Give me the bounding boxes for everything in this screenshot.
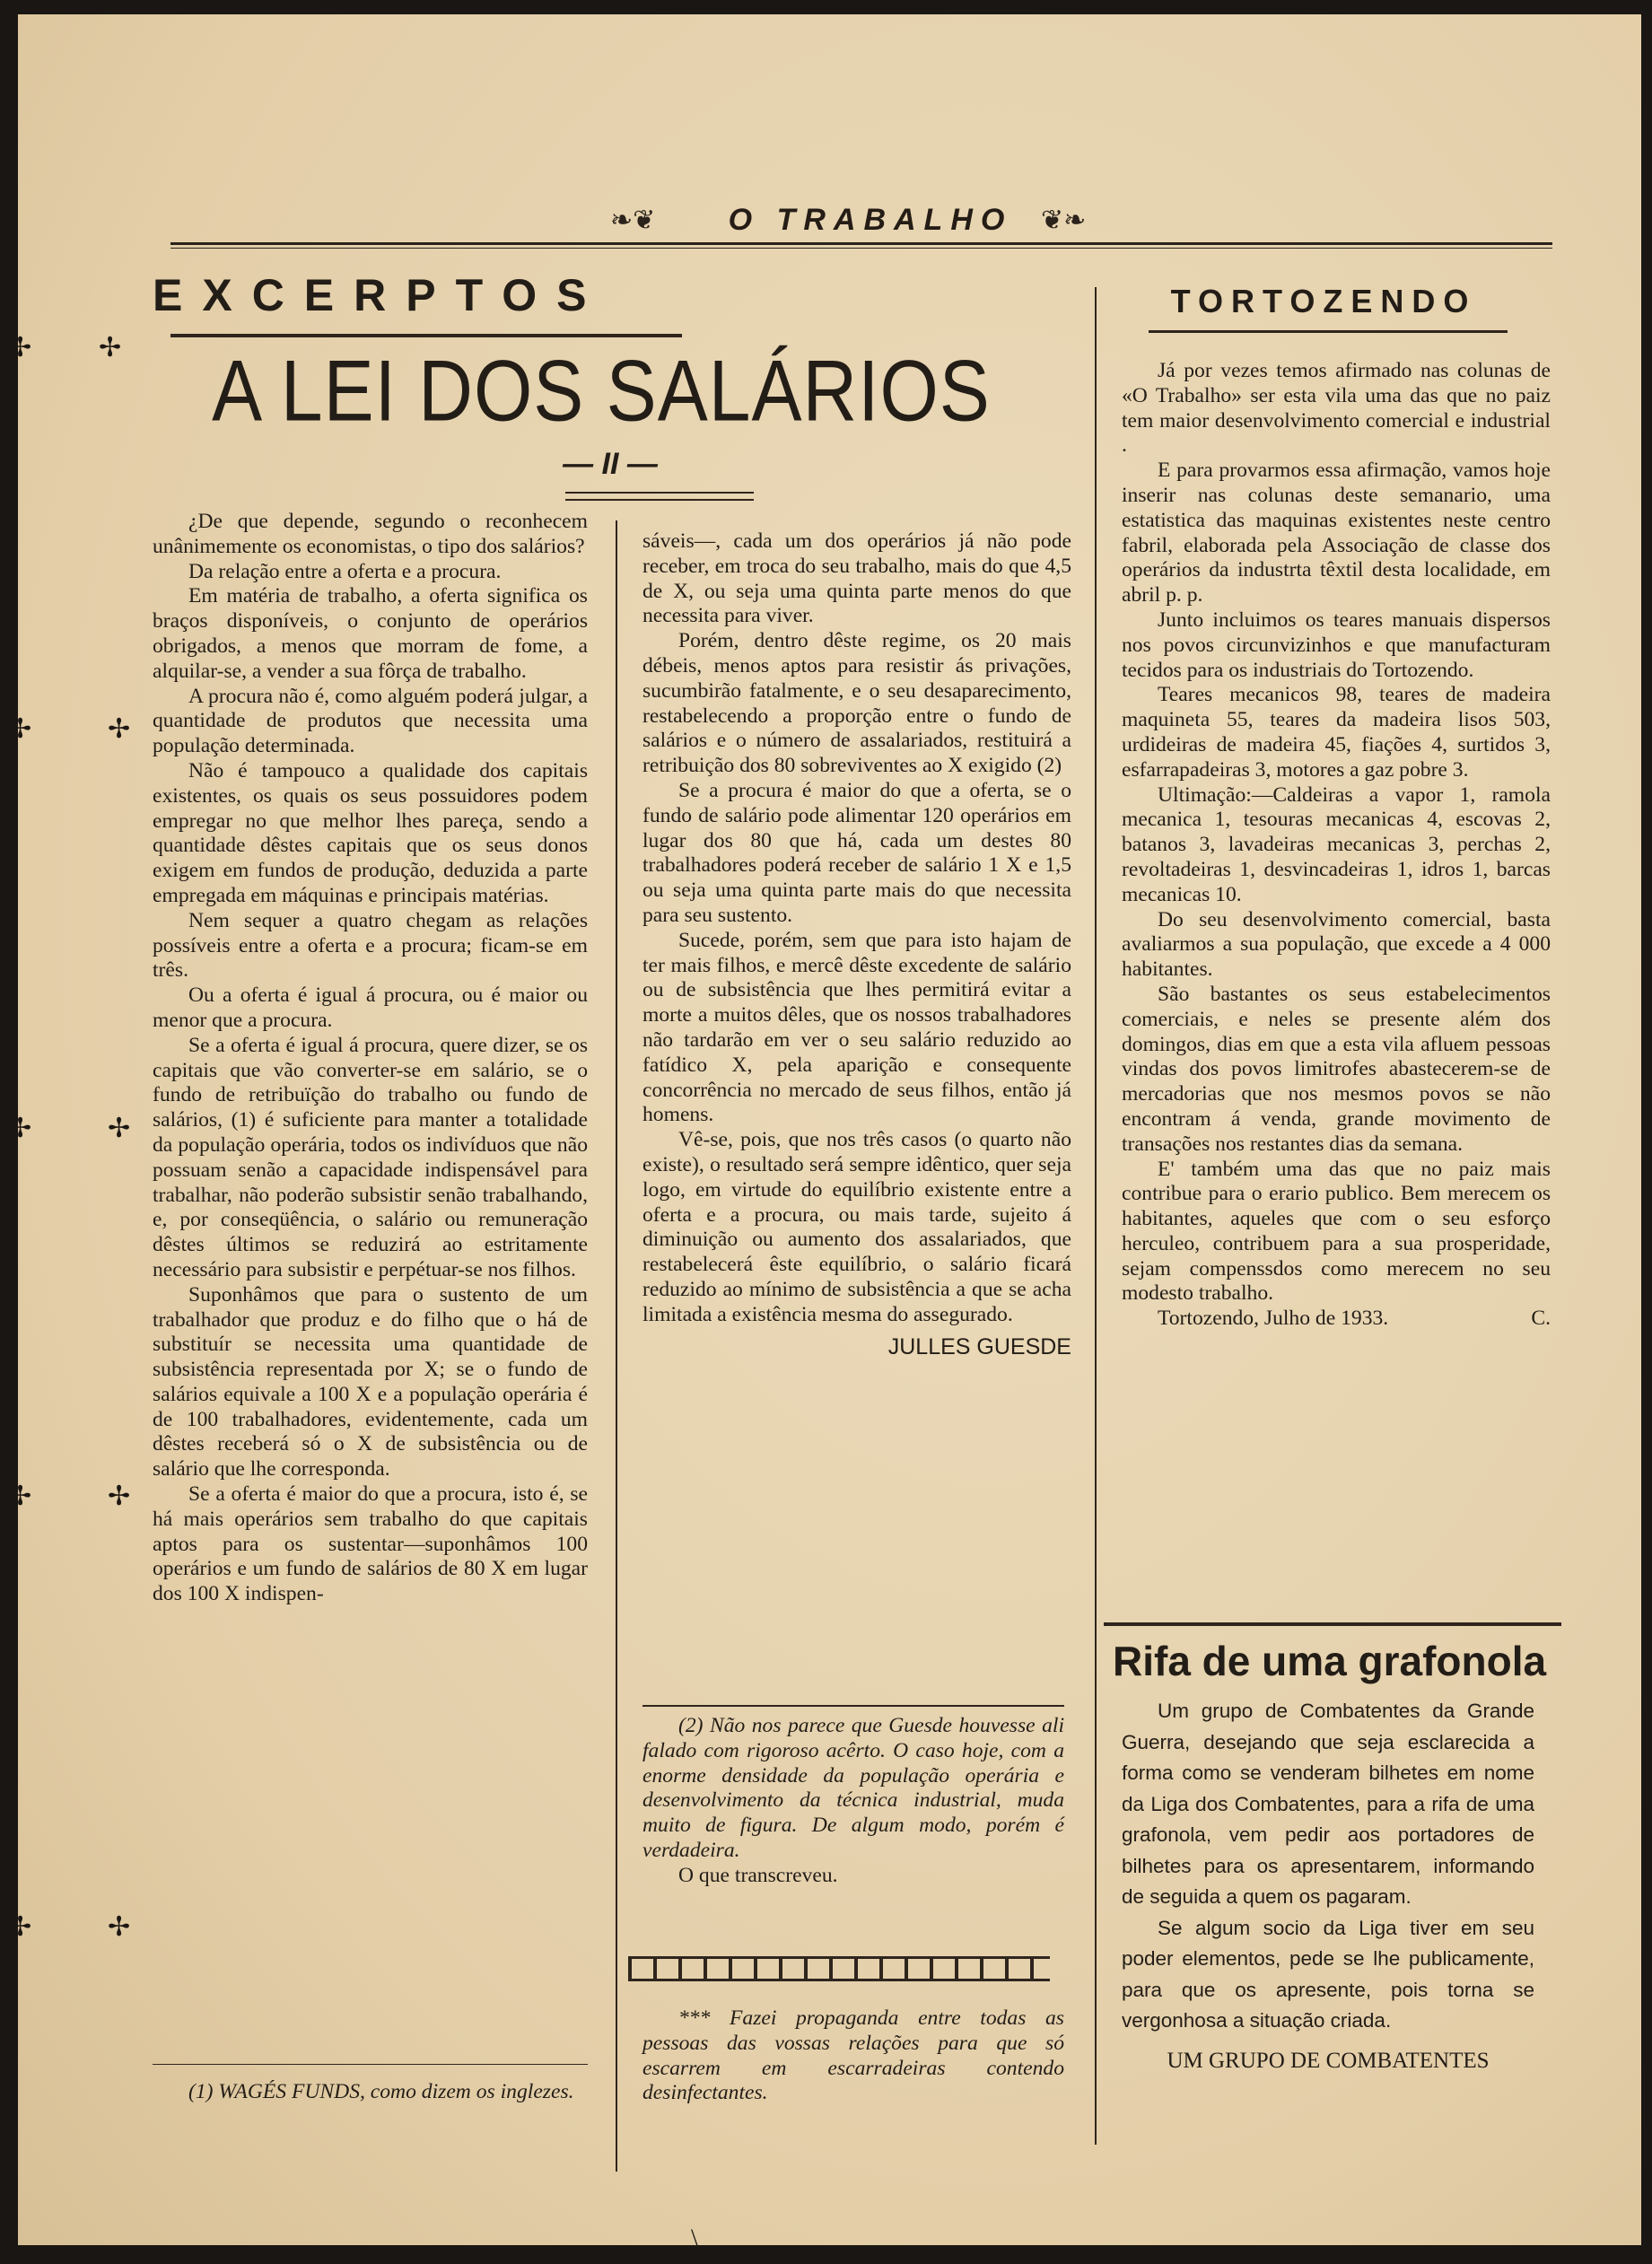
paragraph: Vê-se, pois, que nos três casos (o quarto não existe), o resultado será sempre idêntico, quer seja logo, em virtude do equilíbrio existente entre a oferta e a procura, ou mais tarde, sujeito á diminuição ou aumento dos assalariados, que restabelecerá êste equilíbrio, o salário ficará reduzido ao mínimo de subsistência a que se acha limitada a existência mesma do assegurado. xyxy=(642,1128,1071,1326)
footnote-text: (1) WAGÉS FUNDS, como dizem os inglezes. xyxy=(188,2080,574,2103)
paragraph: Ultimação:—Caldeiras a vapor 1, ramola mecanica 1, tesouras mecanicas 4, escovas 2, batanos 3, lavadeiras mecanicas 3, perchas 2, revoltadeiras 1, desvincadeiras 1, idros 1, barcas mecanicas 10. xyxy=(1122,782,1551,906)
masthead-ornament-right-icon: ❦❧ xyxy=(1041,205,1087,236)
paragraph: Se algum socio da Liga tiver em seu poder elementos, pede se lhe publicamente, para que os apresente, pois torna se vergonhosa a situação criada. xyxy=(1122,1916,1534,2032)
footnote-rule xyxy=(153,2064,588,2065)
paragraph: Se a oferta é maior do que a procura, isto é, se há mais operários sem trabalho do que capitais aptos para os sustentar—suponhâmos 100 operários e um fundo de salários de 80 X em lugar dos 100 X indispen- xyxy=(153,1482,588,1606)
masthead-title: O TRABALHO xyxy=(728,203,1013,237)
paragraph: Não é tampouco a qualidade dos capitais existentes, os quais os seus possuidores podem empregar no que melhor lhes pareça, sendo a quantidade dêstes capitais que os seus donos exigem em fundos de produção, deduzida a parte empregada em máquinas e principais matérias. xyxy=(153,758,588,907)
binding-hole-icon: ✢ xyxy=(108,714,131,744)
binding-hole-icon: ✢ xyxy=(9,1114,32,1143)
footnote-text: (2) Não nos parece que Guesde houvesse ali falado com rigoroso acêrto. O caso hoje, com a enorme densidade da população operária e desenvolvimento da técnica industrial, muda muito de figura. De algum modo, porém é verdadeira. xyxy=(642,1714,1064,1862)
binding-hole-icon: ✢ xyxy=(9,333,32,363)
column-divider-right xyxy=(1095,287,1097,2145)
binding-hole-icon: ✢ xyxy=(9,1912,32,1942)
signature-rule xyxy=(642,1705,1064,1707)
paragraph: Porém, dentro dêste regime, os 20 mais débeis, menos aptos para resistir ás privações, sucumbirão fatalmente, e o seu desaparecimento, restabelecendo a proporção entre o fundo de salários e o número de assalariados, restituirá a retribuição dos 80 sobreviventes ao X exigido (2) xyxy=(642,629,1071,778)
article-title: A LEI DOS SALÁRIOS xyxy=(212,342,991,440)
paragraph: Sucede, porém, sem que para isto hajam de ter mais filhos, e mercê dêste excedente de salário ou de subsistência que lhes permitirá evitar a morte a muitos dêles, que os nossos trabalhadores não tardarão em ver o seu salário reduzido ao fatídico X, pela aparição e consequente concorrência no mercado de seus filhos, então já homens. xyxy=(642,928,1071,1127)
rifa-heading: Rifa de uma grafonola xyxy=(1113,1638,1547,1684)
masthead-ornament-left-icon: ❧❦ xyxy=(610,205,656,236)
paragraph: Do seu desenvolvimento comercial, basta avaliarmos a sua população, que excede a 4 000 habitantes. xyxy=(1122,907,1551,982)
paragraph: Da relação entre a oferta e a procura. xyxy=(188,559,502,583)
page-mark: \ xyxy=(691,2224,699,2253)
rifa-top-rule xyxy=(1104,1622,1561,1626)
binding-hole-icon: ✢ xyxy=(108,1114,131,1143)
title-rule xyxy=(565,492,754,494)
paragraph: Em matéria de trabalho, a oferta significa os braços disponíveis, o conjunto de operários obrigados, a menos que morram de fome, a alquilar-se, a vender a sua fôrça de trabalho. xyxy=(153,584,588,683)
footnote-credit: O que transcreveu. xyxy=(678,1863,838,1887)
binding-hole-icon: ✢ xyxy=(99,333,122,363)
tortozendo-rule xyxy=(1149,330,1508,333)
paragraph: ¿De que depende, segundo o reconhecem unânimemente os economistas, o tipo dos salários? xyxy=(153,510,588,558)
footnote-2 xyxy=(642,1714,1064,1889)
binding-hole-icon: ✢ xyxy=(9,1482,32,1511)
dateline: Tortozendo, Julho de 1933. xyxy=(1158,1307,1389,1331)
tortozendo-heading: TORTOZENDO xyxy=(1170,283,1477,319)
dateline-row xyxy=(1122,1307,1551,1332)
rifa-column xyxy=(1122,1696,1534,2076)
section-rule xyxy=(170,334,682,337)
propaganda-notice xyxy=(642,2006,1064,2106)
author-initial: C. xyxy=(1531,1307,1551,1331)
paragraph: Suponhâmos que para o sustento de um trabalhador que produz e do filho que o há de substituír se necessita uma quantidade de subsistência representada por X; se o fundo de salários equivale a 100 X e a população operária é de 100 trabalhadores, evidentemente, cada um dêstes receberá só o X de subsistência ou de salário que lhe corresponda. xyxy=(153,1282,588,1482)
binding-hole-icon: ✢ xyxy=(9,714,32,744)
column-divider xyxy=(616,520,617,2172)
paragraph: São bastantes os seus estabelecimentos comerciais, e neles se presente além dos domingos, dias em que a esta vila afluem pessoas vindas dos povos limitrofes abastecerem-se de mercadorias que nos mesmos povos se não encontram á venda, grande movimento de transações nos restantes dias da semana. xyxy=(1122,982,1551,1156)
article-column-1 xyxy=(153,510,588,1607)
paragraph: Ou a oferta é igual á procura, ou é maior ou menor que a procura. xyxy=(153,983,588,1032)
footnote-1 xyxy=(153,2080,588,2105)
rifa-signature: UM GRUPO DE COMBATENTES xyxy=(1167,2048,1490,2073)
paragraph: A procura não é, como alguém poderá julgar, a quantidade de produtos que necessita uma população determinada. xyxy=(153,684,588,758)
paragraph: sáveis—, cada um dos operários já não pode receber, em troca do seu trabalho, mais do que 4,5 de X, ou seja uma quinta parte menos do que necessita para viver. xyxy=(642,529,1071,628)
paragraph: Nem sequer a quatro chegam as relações possíveis entre a oferta e a procura; ficam-se em três. xyxy=(153,908,588,983)
title-rule-2 xyxy=(565,499,754,501)
paragraph: Junto incluimos os teares manuais dispersos nos povos circunvizinhos e que manufacturam tecidos para os industriais do Tortozendo. xyxy=(1122,608,1551,682)
article-signature: JULLES GUESDE xyxy=(887,1333,1071,1359)
chain-divider xyxy=(628,1956,1050,1981)
masthead-rule-thin xyxy=(170,248,1552,249)
section-heading: EXCERPTOS xyxy=(153,270,607,320)
binding-hole-icon: ✢ xyxy=(108,1482,131,1511)
paragraph: Um grupo de Combatentes da Grande Guerra, desejando que seja esclarecida a forma como se venderam bilhetes em nome da Liga dos Combatentes, para a rifa de uma grafonola, vem pedir aos portadores de bilhetes para os apresentarem, informando de seguida a quem os pagaram. xyxy=(1122,1700,1534,1908)
paragraph: Teares mecanicos 98, teares de madeira maquineta 55, teares da madeira lisos 503, urdideiras de madeira 45, fiações 4, surtidos 3, esfarrapadeiras 3, motores a gaz pobre 3. xyxy=(1122,683,1551,782)
notice-text: *** Fazei propaganda entre todas as pessoas das vossas relações para que só escarrem em escarradeiras contendo desinfectantes. xyxy=(642,2006,1064,2105)
paragraph: Já por vezes temos afirmado nas colunas de «O Trabalho» ser esta vila uma das que no paiz tem maior desenvolvimento comercial e industrial . xyxy=(1122,359,1551,458)
paragraph: E para provarmos essa afirmação, vamos hoje inserir nas colunas deste semanario, uma estatistica das maquinas existentes neste centro fabril, elaborada pela Associação de classe dos operários da industrta têxtil desta localidade, em abril p. p. xyxy=(1122,459,1551,608)
article-column-2 xyxy=(642,529,1071,1359)
paragraph: E' também uma das que no paiz mais contribue para o erario publico. Bem merecem os habitantes, aqueles que com o seu esforço herculeo, contribuem para a sua prosperidade, sejam compenssdos como merecem no seu modesto trabalho. xyxy=(1122,1157,1551,1306)
tortozendo-column xyxy=(1122,359,1551,1332)
paragraph: Se a procura é maior do que a oferta, se o fundo de salário pode alimentar 120 operários em lugar dos 80 que há, cada um destes 80 trabalhadores poderá receber de salário 1 X e 1,5 ou seja uma quinta parte mais do que necessita para seu sustento. xyxy=(642,778,1071,927)
paragraph: Se a oferta é igual á procura, quere dizer, se os capitais que vão converter-se em salário, se o fundo de retribuïção do trabalho ou fundo de salários, (1) é suficiente para manter a totalidade da população operária, todos os indivíduos que não possuam senão a capacidade indispensável para trabalhar, não poderão subsistir senão trabalhando, e, por conseqüência, o salário ou remuneração dêstes últimos se reduzirá ao estritamente necessário para subsistir e perpétuar-se nos filhos. xyxy=(153,1033,588,1281)
article-part: — II — xyxy=(563,447,658,481)
binding-hole-icon: ✢ xyxy=(108,1912,131,1942)
masthead-rule xyxy=(170,242,1552,245)
